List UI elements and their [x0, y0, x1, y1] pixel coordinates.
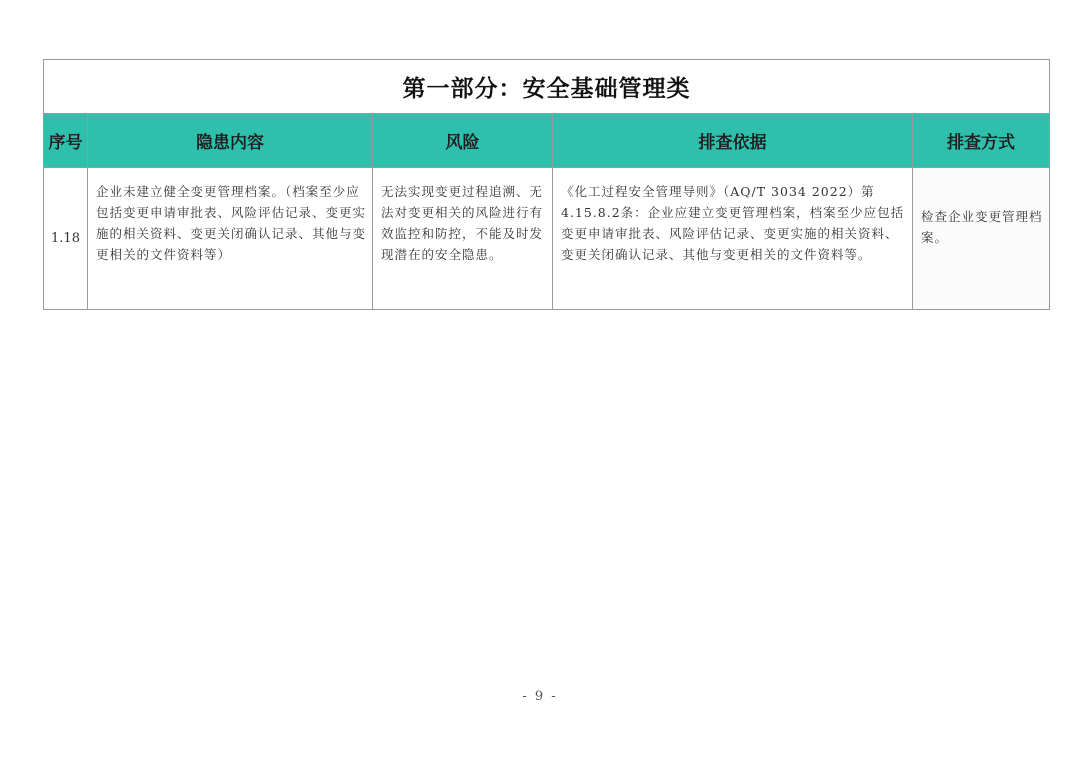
column-header-hazard: 隐患内容	[88, 114, 373, 168]
table-row	[44, 168, 1050, 310]
row-method-cell	[913, 168, 1050, 310]
row-basis: 《化工过程安全管理导则》（AQ/T 3034 2022）第4.15.8.2条：企业应建立变更管理档案，档案至少应包括变更申请审批表、风险评估记录、变更实施的相关资料、变更关闭确认记录、其他与变更相关的文件资料等。	[553, 168, 913, 310]
page-number: - 9 -	[522, 689, 558, 704]
row-hazard: 企业未建立健全变更管理档案。（档案至少应包括变更申请审批表、风险评估记录、变更实施的相关资料、变更关闭确认记录、其他与变更相关的文件资料等）	[88, 168, 373, 310]
column-header-seq: 序号	[44, 114, 88, 168]
row-method: 检查企业变更管理档案。	[921, 208, 1043, 245]
column-header-basis: 排查依据	[553, 114, 913, 168]
column-header-method: 排查方式	[913, 114, 1050, 168]
section-title: 第一部分：安全基础管理类	[44, 60, 1050, 114]
column-header-risk: 风险	[373, 114, 553, 168]
hazard-table	[43, 59, 1050, 310]
header-row	[44, 114, 1050, 168]
row-seq: 1.18	[44, 168, 88, 310]
title-row	[44, 60, 1050, 114]
row-risk: 无法实现变更过程追溯、无法对变更相关的风险进行有效监控和防控，不能及时发现潜在的安全隐患。	[373, 168, 553, 310]
